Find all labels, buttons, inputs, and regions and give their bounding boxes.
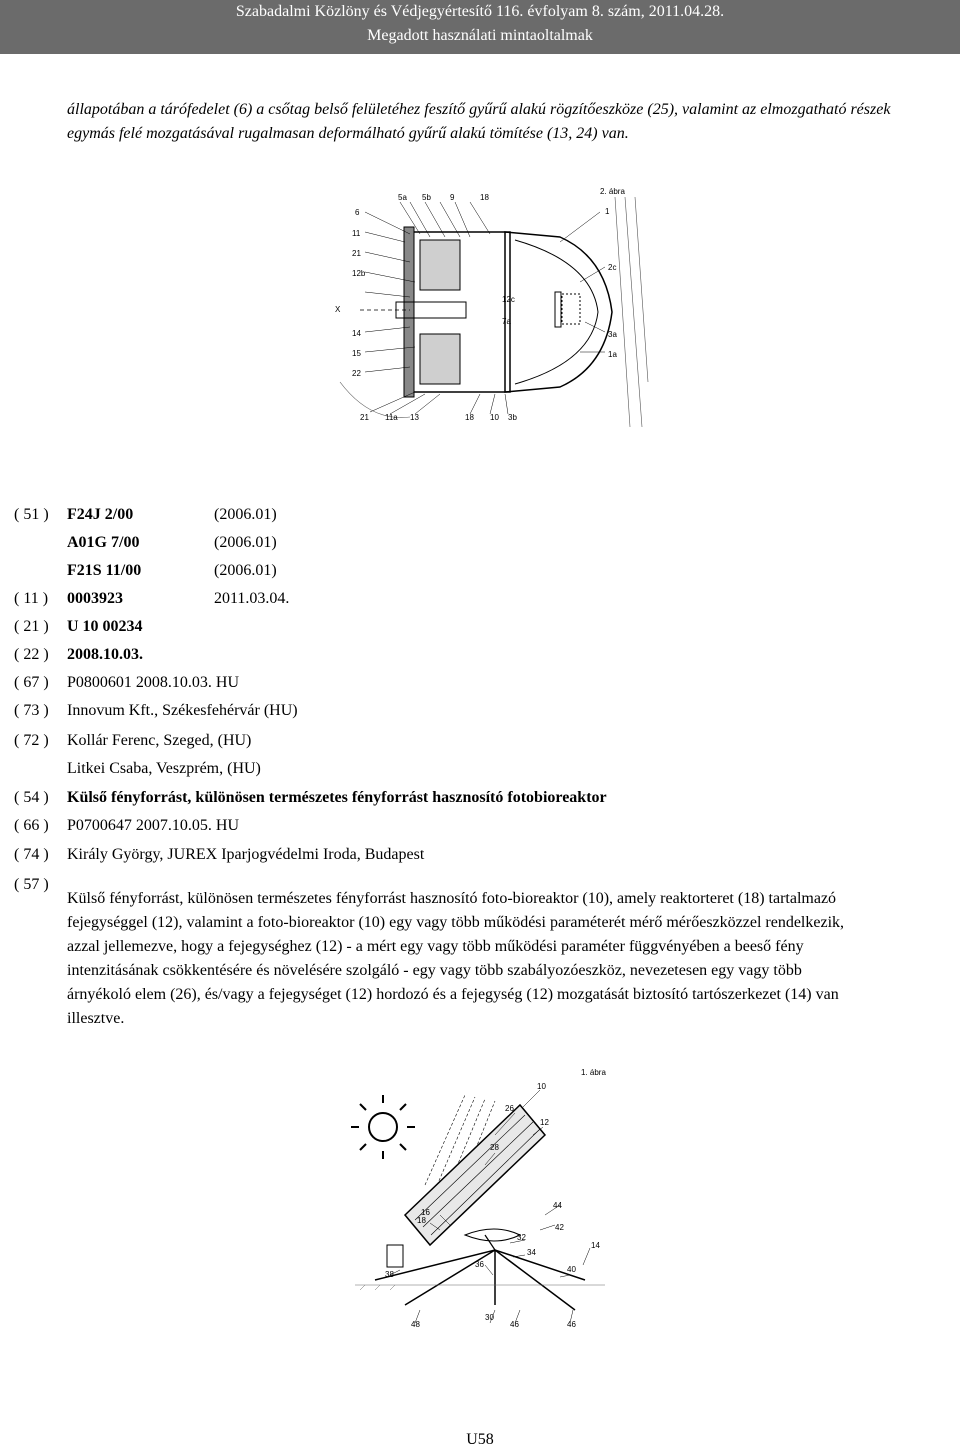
- application-number: U 10 00234: [67, 618, 143, 635]
- svg-text:14: 14: [591, 1241, 600, 1250]
- inid-code-51: ( 51 ): [14, 506, 49, 523]
- svg-text:40: 40: [567, 1265, 576, 1274]
- svg-text:48: 48: [411, 1320, 420, 1329]
- svg-text:28: 28: [490, 1143, 499, 1152]
- svg-text:3b: 3b: [508, 413, 517, 422]
- svg-text:26: 26: [505, 1104, 514, 1113]
- svg-text:42: 42: [555, 1223, 564, 1232]
- svg-text:12: 12: [540, 1118, 549, 1127]
- figure-2-caption: 2. ábra: [600, 187, 625, 196]
- svg-text:12b: 12b: [352, 269, 366, 278]
- svg-text:18: 18: [417, 1216, 426, 1225]
- inid-code-21: ( 21 ): [14, 618, 49, 635]
- svg-text:5b: 5b: [422, 193, 431, 202]
- svg-text:32: 32: [517, 1233, 526, 1242]
- svg-text:7a: 7a: [502, 317, 511, 326]
- inid-code-22: ( 22 ): [14, 646, 49, 663]
- intro-paragraph: állapotában a tárófedelet (6) a csőtag belső felületéhez feszítő gyűrű alakú rögzítőeszköze (25), valamint az elmozgatható részek egymás felé mozgatásával rugalmasan deformálható gyűrű alakú tömítése (13, 24) van.: [67, 101, 891, 142]
- svg-text:34: 34: [527, 1248, 536, 1257]
- inid-code-66: ( 66 ): [14, 817, 49, 834]
- svg-text:38: 38: [385, 1270, 394, 1279]
- svg-text:44: 44: [553, 1201, 562, 1210]
- abstract-text: Külső fényforrást, különösen természetes fényforrást hasznosító foto-bioreaktor (10), amely reaktorteret (18) tartalmazó fejegységgel (12), valamint a foto-bioreaktor (10) egy vagy több működési paraméterét mérő mérőeszközzel rendelkezik, azzal jellemezve, hogy a fejegységhez (12) - a mért egy vagy több működési paraméter függvényében a beeső fény intenzitásának csökkentésére és növelésére szolgáló - egy vagy több szabályozóeszköz, nevezetesen egy vagy több árnyékoló elem (26), és/vagy a fejegységet (12) hordozó és a fejegység (12) mozgatását biztosító tartószerkezet (14) van illesztve.: [67, 890, 845, 1027]
- svg-text:11: 11: [352, 229, 361, 238]
- svg-text:46: 46: [567, 1320, 576, 1329]
- svg-text:36: 36: [475, 1260, 484, 1269]
- svg-text:18: 18: [480, 193, 489, 202]
- inventor: Kollár Ferenc, Szeged, (HU): [67, 732, 252, 749]
- ipc-code: A01G 7/00: [67, 534, 140, 551]
- svg-text:1a: 1a: [608, 350, 617, 359]
- svg-text:11a: 11a: [385, 413, 398, 422]
- figure-1: [345, 1065, 615, 1330]
- svg-text:15: 15: [352, 349, 361, 358]
- ipc-code: F21S 11/00: [67, 562, 142, 579]
- inid-code-73: ( 73 ): [14, 702, 49, 719]
- ipc-version: (2006.01): [214, 562, 277, 579]
- svg-text:3a: 3a: [608, 330, 617, 339]
- filing-date: 2008.10.03.: [67, 646, 143, 663]
- journal-header: [0, 0, 960, 54]
- figure-1-caption: 1. ábra: [581, 1068, 606, 1077]
- owner: Innovum Kft., Székesfehérvár (HU): [67, 702, 298, 719]
- page-number: U58: [466, 1431, 494, 1448]
- svg-text:30: 30: [485, 1313, 494, 1322]
- svg-text:10: 10: [490, 413, 499, 422]
- inventor: Litkei Csaba, Veszprém, (HU): [67, 760, 261, 777]
- svg-text:5a: 5a: [398, 193, 407, 202]
- converted-application: P0800601 2008.10.03. HU: [67, 674, 240, 691]
- svg-text:9: 9: [450, 193, 455, 202]
- publication-date: 2011.03.04.: [214, 590, 290, 607]
- svg-text:10: 10: [537, 1082, 546, 1091]
- figure-2-drawing: [330, 182, 650, 427]
- svg-text:1: 1: [605, 207, 610, 216]
- patent-number: 0003923: [67, 590, 123, 607]
- svg-text:21: 21: [360, 413, 369, 422]
- ipc-version: (2006.01): [214, 506, 277, 523]
- ipc-code: F24J 2/00: [67, 506, 134, 523]
- inid-code-67: ( 67 ): [14, 674, 49, 691]
- svg-text:2c: 2c: [608, 263, 617, 272]
- journal-title: Szabadalmi Közlöny és Védjegyértesítő 116. évfolyam 8. szám, 2011.04.28.: [235, 3, 725, 20]
- priority: P0700647 2007.10.05. HU: [67, 817, 240, 834]
- inid-code-57: ( 57 ): [14, 876, 49, 893]
- svg-text:46: 46: [510, 1320, 519, 1329]
- inid-code-74: ( 74 ): [14, 846, 49, 863]
- invention-title: Külső fényforrást, különösen természetes fényforrást hasznosító fotobioreaktor: [67, 789, 607, 806]
- svg-text:18: 18: [465, 413, 474, 422]
- inid-code-54: ( 54 ): [14, 789, 49, 806]
- svg-text:22: 22: [352, 369, 361, 378]
- ipc-version: (2006.01): [214, 534, 277, 551]
- inid-code-11: ( 11 ): [14, 590, 49, 607]
- svg-text:12c: 12c: [502, 295, 515, 304]
- svg-text:X: X: [335, 305, 341, 314]
- figure-1-drawing: [345, 1065, 615, 1330]
- svg-text:21: 21: [352, 249, 361, 258]
- svg-text:16: 16: [421, 1208, 430, 1217]
- svg-text:13: 13: [410, 413, 419, 422]
- agent: Király György, JUREX Iparjogvédelmi Iroda, Budapest: [67, 846, 425, 863]
- svg-text:14: 14: [352, 329, 361, 338]
- inid-code-72: ( 72 ): [14, 732, 49, 749]
- svg-text:6: 6: [355, 208, 360, 217]
- figure-2: [330, 182, 650, 427]
- section-title: Megadott használati mintaoltalmak: [367, 27, 593, 44]
